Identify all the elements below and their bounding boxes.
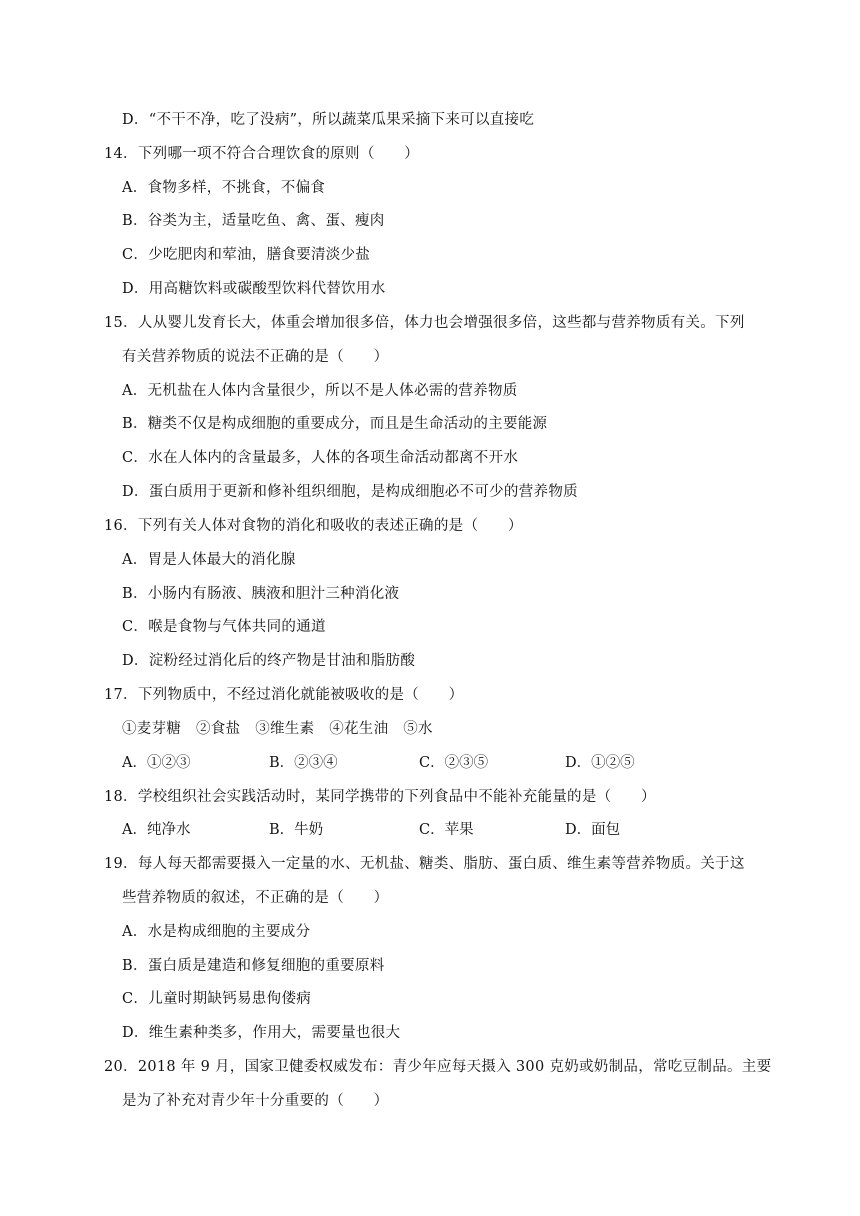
q19-stem-continued: 些营养物质的叙述，不正确的是（ ） — [122, 890, 389, 906]
q19-option-c: C．儿童时期缺钙易患佝偻病 — [122, 991, 311, 1007]
q19-option-b: B．蛋白质是建造和修复细胞的重要原料 — [122, 958, 385, 974]
q18-option-d: D．面包 — [565, 822, 621, 838]
q13-option-d: D．“不干不净，吃了没病”，所以蔬菜瓜果采摘下来可以直接吃 — [122, 112, 535, 128]
q20-stem-continued: 是为了补充对青少年十分重要的（ ） — [122, 1093, 389, 1109]
q14-option-b: B．谷类为主，适量吃鱼、禽、蛋、瘦肉 — [122, 213, 385, 229]
q16-option-c: C．喉是食物与气体共同的通道 — [122, 619, 326, 635]
q17-stem: 17．下列物质中，不经过消化就能被吸收的是（ ） — [104, 687, 464, 703]
q14-option-d: D．用高糖饮料或碳酸型饮料代替饮用水 — [122, 281, 386, 297]
q17-options-row — [0, 753, 860, 773]
q16-option-d: D．淀粉经过消化后的终产物是甘油和脂肪酸 — [122, 653, 416, 669]
q19-option-d: D．维生素种类多，作用大，需要量也很大 — [122, 1025, 401, 1041]
q15-stem-continued: 有关营养物质的说法不正确的是（ ） — [122, 349, 389, 365]
q17-substance-list: ①麦芽糖 ②食盐 ③维生素 ④花生油 ⑤水 — [122, 721, 433, 737]
q16-option-a: A．胃是人体最大的消化腺 — [122, 552, 296, 568]
q20-stem: 20．2018 年 9 月，国家卫健委权威发布：青少年应每天摄入 300 克奶或奶制品，常吃豆制品。主要 — [104, 1059, 772, 1075]
q15-option-b: B．糖类不仅是构成细胞的重要成分，而且是生命活动的主要能源 — [122, 416, 548, 432]
q18-stem: 18．学校组织社会实践活动时，某同学携带的下列食品中不能补充能量的是（ ） — [104, 789, 656, 805]
q18-options-row — [0, 820, 860, 840]
q14-option-c: C．少吃肥肉和荤油，膳食要清淡少盐 — [122, 247, 371, 263]
q14-stem: 14．下列哪一项不符合合理饮食的原则（ ） — [104, 146, 420, 162]
q17-option-b: B．②③④ — [269, 755, 338, 771]
q18-option-a: A．纯净水 — [122, 822, 191, 838]
q18-option-c: C．苹果 — [419, 822, 474, 838]
q17-option-a: A．①②③ — [122, 755, 191, 771]
q15-option-c: C．水在人体内的含量最多，人体的各项生命活动都离不开水 — [122, 450, 519, 466]
q14-option-a: A．食物多样，不挑食，不偏食 — [122, 180, 326, 196]
q17-option-c: C．②③⑤ — [419, 755, 489, 771]
q15-option-a: A．无机盐在人体内含量很少，所以不是人体必需的营养物质 — [122, 383, 518, 399]
q19-stem: 19．每人每天都需要摄入一定量的水、无机盐、糖类、脂肪、蛋白质、维生素等营养物质。关于这 — [104, 856, 745, 872]
q18-option-b: B．牛奶 — [269, 822, 324, 838]
q15-option-d: D．蛋白质用于更新和修补组织细胞，是构成细胞必不可少的营养物质 — [122, 484, 578, 500]
q15-stem: 15．人从婴儿发育长大，体重会增加很多倍，体力也会增强很多倍，这些都与营养物质有关。下列 — [104, 315, 745, 331]
q17-option-d: D．①②⑤ — [565, 755, 635, 771]
q16-stem: 16．下列有关人体对食物的消化和吸收的表述正确的是（ ） — [104, 518, 523, 534]
q16-option-b: B．小肠内有肠液、胰液和胆汁三种消化液 — [122, 586, 400, 602]
q19-option-a: A．水是构成细胞的主要成分 — [122, 924, 311, 940]
